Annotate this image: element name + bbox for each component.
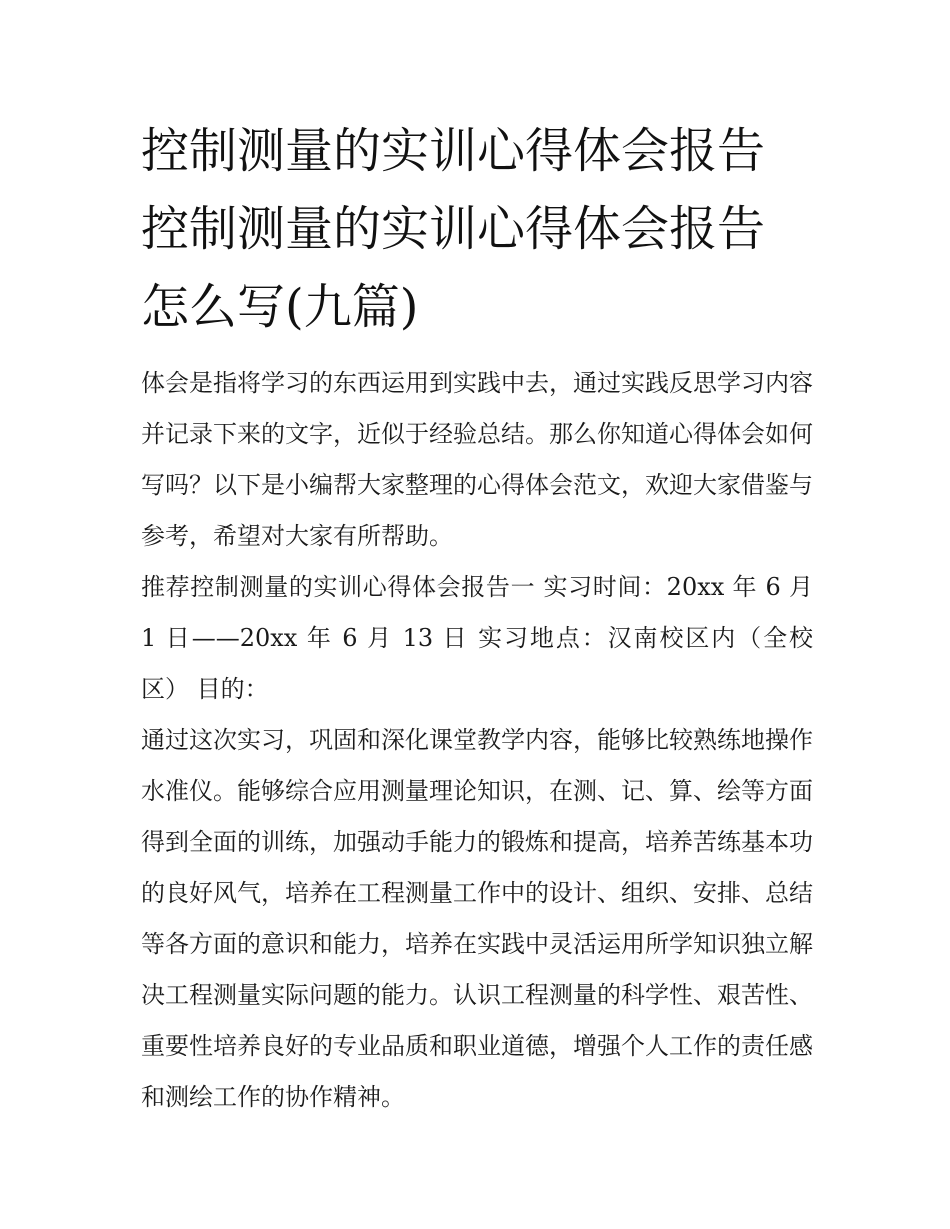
document-title xyxy=(141,112,813,346)
title-line-2: 控制测量的实训心得体会报告 xyxy=(141,201,766,257)
internship-info-paragraph: 推荐控制测量的实训心得体会报告一 实习时间：20xx 年 6 月 1 日——20xx 年 6 月 13 日 实习地点：汉南校区内（全校区） 目的： xyxy=(141,573,813,703)
purpose-paragraph: 通过这次实习，巩固和深化课堂教学内容，能够比较熟练地操作水准仪。能够综合应用测量理论知识，在测、记、算、绘等方面得到全面的训练，加强动手能力的锻炼和提高，培养苦练基本功的良好风气，培养在工程测量工作中的设计、组织、安排、总结等各方面的意识和能力，培养在实践中灵活运用所学知识独立解决工程测量实际问题的能力。认识工程测量的科学性、艰苦性、重要性培养良好的专业品质和职业道德，增强个人工作的责任感和测绘工作的协作精神。 xyxy=(141,726,813,1111)
title-line-3: 怎么写(九篇) xyxy=(141,279,419,335)
document-body xyxy=(141,358,813,1123)
document-content xyxy=(141,112,813,1123)
intro-paragraph: 体会是指将学习的东西运用到实践中去，通过实践反思学习内容并记录下来的文字，近似于经验总结。那么你知道心得体会如何写吗？以下是小编帮大家整理的心得体会范文，欢迎大家借鉴与参考，希望对大家有所帮助。 xyxy=(141,369,813,550)
title-line-1: 控制测量的实训心得体会报告 xyxy=(141,123,766,179)
